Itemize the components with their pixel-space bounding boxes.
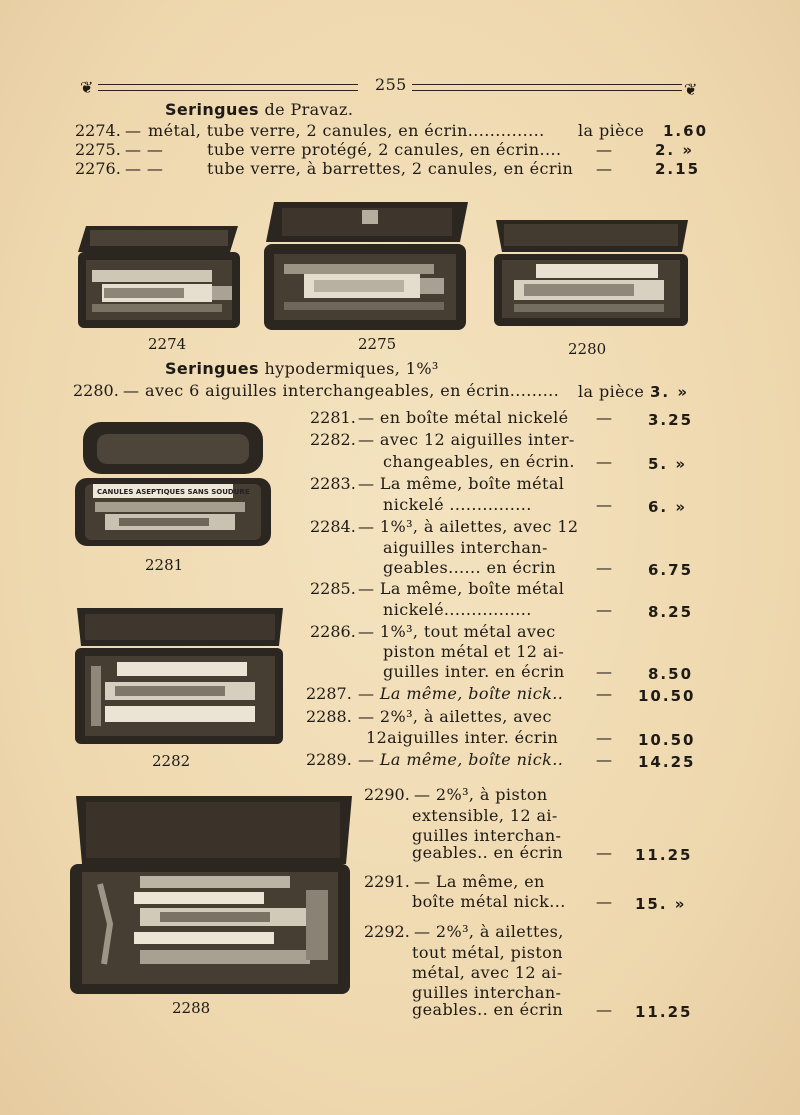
item-number: 2292.: [364, 922, 410, 941]
syringe-case-2274-image: [78, 222, 242, 328]
section2-title-rest: hypodermiques, 1%³: [264, 359, 439, 378]
item-number: 2285.: [310, 579, 356, 598]
item-price: 6. »: [648, 498, 688, 516]
header-rule-right: [412, 84, 682, 85]
item-unit: la pièce: [578, 382, 645, 401]
item-price: 10.50: [638, 731, 696, 749]
item-dash: —: [125, 121, 142, 140]
item-price: 14.25: [638, 753, 696, 771]
item-price: 8.50: [648, 665, 694, 683]
syringe-case-2275-image: [264, 200, 470, 332]
item-number: 2280.: [73, 381, 119, 400]
item-description-line: geables.. en écrin: [412, 1000, 564, 1019]
item-number: 2291.: [364, 872, 410, 891]
item-description-line: guilles interchan-: [412, 826, 562, 845]
caption-2282: 2282: [152, 752, 191, 770]
ornament-left-icon: ❦: [80, 78, 94, 97]
item-description-line: — La même, boîte métal: [358, 474, 565, 493]
item-unit: —: [596, 452, 613, 471]
item-description-line: boîte métal nick...: [412, 892, 566, 911]
item-number: 2289.: [306, 750, 352, 769]
item-unit: —: [596, 408, 613, 427]
item-description-line: nickelé................: [383, 600, 532, 619]
syringe-case-2288-image: [70, 794, 354, 996]
item-description-line: extensible, 12 ai-: [412, 806, 558, 825]
item-description: métal, tube verre, 2 canules, en écrin..............: [148, 121, 545, 140]
item-description-line: 12aiguilles inter. écrin: [366, 728, 559, 747]
page-number: 255: [375, 75, 407, 94]
item-unit: —: [596, 892, 613, 911]
section1-title: [165, 100, 353, 119]
section2-title-bold: Seringues: [165, 359, 259, 378]
item-description-line: nickelé ...............: [383, 495, 532, 514]
caption-2275: 2275: [358, 335, 397, 353]
item-dash: —: [123, 381, 140, 400]
item-description-line: — 2%³, à ailettes, avec: [358, 707, 552, 726]
section2-title: [165, 359, 439, 378]
caption-2288: 2288: [172, 999, 211, 1017]
header-rule-right-thin: [412, 90, 682, 91]
caption-2280: 2280: [568, 340, 607, 358]
item-number: 2283.: [310, 474, 356, 493]
item-number: 2287.: [306, 684, 352, 703]
header-rule-left-thin: [98, 90, 358, 91]
item-number: 2284.: [310, 517, 356, 536]
section1-title-bold: Seringues: [165, 100, 259, 119]
item-description-line: — 2%³, à piston: [414, 785, 548, 804]
item-description-line: — 2%³, à ailettes,: [414, 922, 564, 941]
item-price: 5. »: [648, 455, 688, 473]
item-number: 2281.: [310, 408, 356, 427]
item-description-line: — La même, boîte nick..: [358, 750, 564, 769]
item-dash: — —: [125, 159, 164, 178]
item-unit: —: [596, 558, 613, 577]
item-price: 3.25: [648, 411, 694, 429]
item-price: 10.50: [638, 687, 696, 705]
item-description-line: — 1%³, tout métal avec: [358, 622, 556, 641]
item-description-line: guilles inter. en écrin: [383, 662, 565, 681]
section1-title-rest: de Pravaz.: [264, 100, 354, 119]
item-unit: —: [596, 750, 613, 769]
item-price: 1.60: [663, 122, 709, 140]
item-description-line: tout métal, piston: [412, 943, 563, 962]
syringe-case-2281-image: [75, 420, 271, 548]
item-description: tube verre, à barrettes, 2 canules, en écrin: [207, 159, 574, 178]
item-price: 11.25: [635, 846, 693, 864]
case-label-text: CANULES ASEPTIQUES SANS SOUDURE: [97, 488, 250, 496]
item-description-line: — La même, boîte nick..: [358, 684, 564, 703]
caption-2281: 2281: [145, 556, 184, 574]
item-dash: — —: [125, 140, 164, 159]
ornament-right-icon: ❦: [684, 80, 698, 99]
item-number: 2286.: [310, 622, 356, 641]
item-unit: —: [596, 662, 613, 681]
item-unit: la pièce: [578, 121, 645, 140]
item-unit: —: [596, 684, 613, 703]
item-number: 2274.: [75, 121, 121, 140]
item-price: 11.25: [635, 1003, 693, 1021]
item-description: avec 6 aiguilles interchangeables, en écrin.........: [145, 381, 560, 400]
item-description-line: geables...... en écrin: [383, 558, 557, 577]
item-description-line: — La même, en: [414, 872, 545, 891]
header-rule-left: [98, 84, 358, 85]
caption-2274: 2274: [148, 335, 187, 353]
item-description-line: — 1%³, à ailettes, avec 12: [358, 517, 579, 536]
item-number: 2276.: [75, 159, 121, 178]
item-price: 8.25: [648, 603, 694, 621]
item-unit: —: [596, 495, 613, 514]
item-description: tube verre protégé, 2 canules, en écrin....: [207, 140, 562, 159]
item-description-line: geables.. en écrin: [412, 843, 564, 862]
item-description-line: métal, avec 12 ai-: [412, 963, 563, 982]
item-price: 2. »: [655, 141, 695, 159]
item-unit: —: [596, 159, 613, 178]
item-number: 2282.: [310, 430, 356, 449]
item-description-line: piston métal et 12 ai-: [383, 642, 565, 661]
item-description-line: aiguilles interchan-: [383, 538, 548, 557]
item-description-line: changeables, en écrin.: [383, 452, 575, 471]
item-unit: —: [596, 843, 613, 862]
syringe-case-2282-image: [75, 606, 285, 746]
item-price: 2.15: [655, 160, 701, 178]
item-unit: —: [596, 728, 613, 747]
item-price: 15. »: [635, 895, 687, 913]
item-description-line: guilles interchan-: [412, 983, 562, 1002]
item-unit: —: [596, 1000, 613, 1019]
item-unit: —: [596, 600, 613, 619]
syringe-case-2280-image: [494, 218, 690, 328]
item-price: 3. »: [650, 383, 690, 401]
item-description-line: — La même, boîte métal: [358, 579, 565, 598]
item-number: 2290.: [364, 785, 410, 804]
item-description-line: — en boîte métal nickelé: [358, 408, 569, 427]
item-number: 2275.: [75, 140, 121, 159]
item-number: 2288.: [306, 707, 352, 726]
item-description-line: — avec 12 aiguilles inter-: [358, 430, 575, 449]
item-unit: —: [596, 140, 613, 159]
item-price: 6.75: [648, 561, 694, 579]
